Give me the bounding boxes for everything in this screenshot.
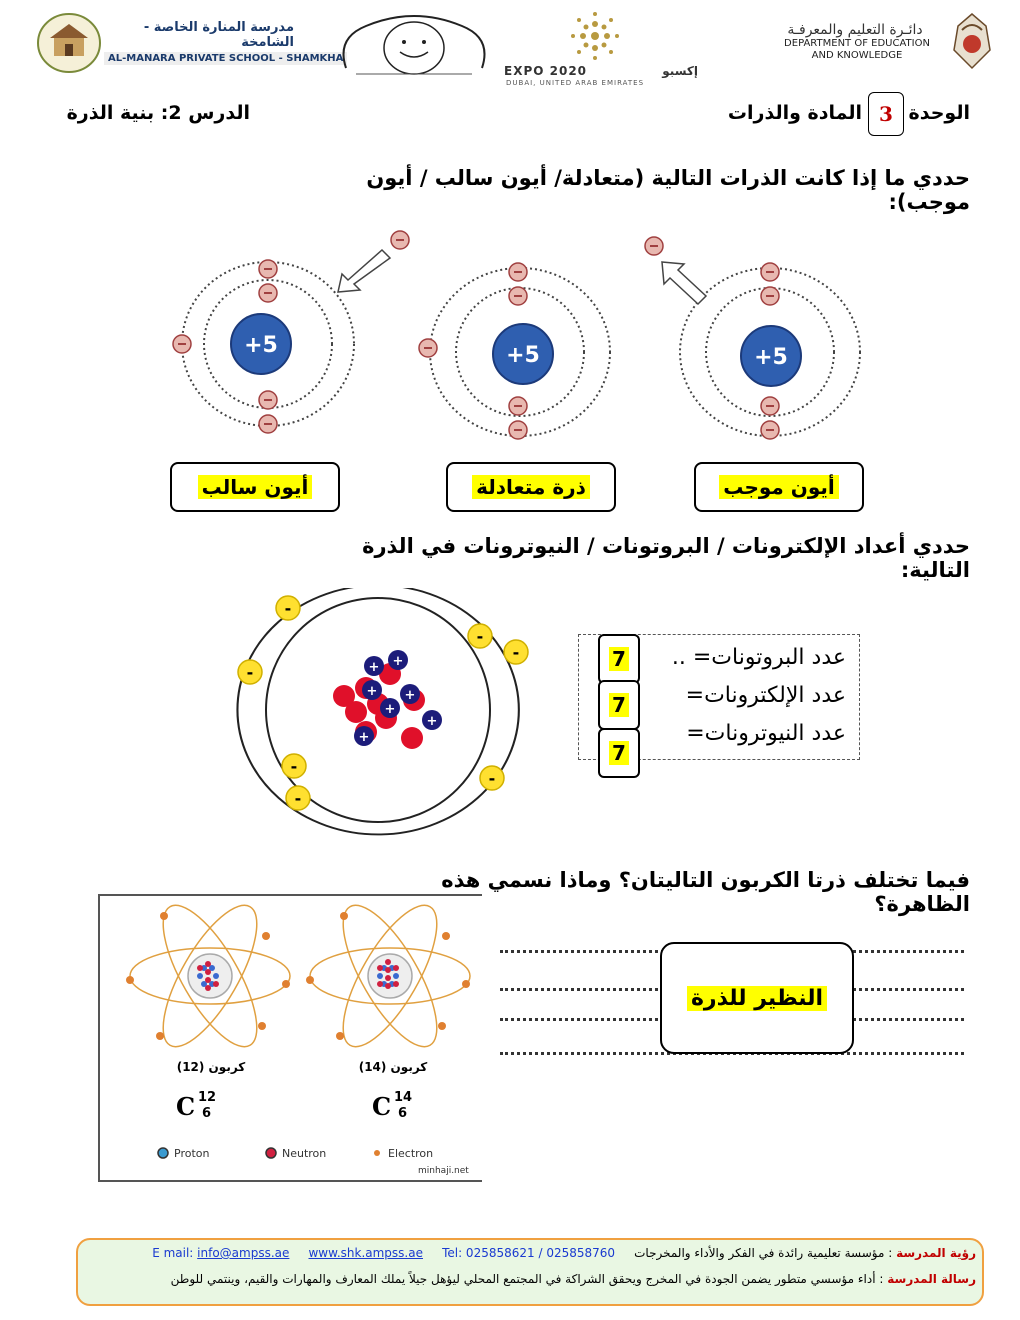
proton-sign-6: + (426, 714, 438, 729)
atom-negative-ion (173, 231, 409, 433)
expo-logo (520, 8, 670, 64)
q1-atoms-figure (150, 222, 880, 452)
school-logo (36, 12, 102, 74)
q2-nucleus (333, 650, 442, 749)
footer-tel: Tel: 025858621 / 025858760 (442, 1246, 616, 1260)
school-name-en: AL-MANARA PRIVATE SCHOOL - SHAMKHA (104, 52, 347, 65)
electron-sign-4: - (246, 663, 254, 682)
protons-answer-box[interactable] (598, 634, 640, 684)
mission-text: : أداء مؤسسي متطور يضمن الجودة في المخرج ويحقق الشراكة في المجتمع المحلي ليؤهل جيلاً يملك المعارف والمهارات والقيم، وينتمي للوطن (170, 1272, 884, 1286)
answer-negative-ion: أيون سالب (198, 475, 313, 499)
legend-proton-label: Proton (174, 1146, 210, 1160)
carbon-12-atom (130, 896, 290, 1059)
unit-title: المادة والذرات (727, 102, 862, 124)
unit-number-box: 3 (868, 92, 904, 136)
answer-box-neutral[interactable] (446, 462, 616, 512)
expo-title-en: EXPO 2020 (504, 64, 588, 78)
neutrons-label: عدد النيوترونات= (686, 721, 846, 746)
email-label: E mail: (152, 1246, 194, 1260)
website-link[interactable]: www.shk.ampss.ae (308, 1246, 423, 1260)
unit-label: الوحدة (908, 102, 970, 124)
protons-label: عدد البروتونات= .. (671, 645, 846, 670)
email-link[interactable]: info@ampss.ae (197, 1246, 290, 1260)
carbon-14-label: كربون (14) (358, 1060, 428, 1074)
expo-title-ar: إكسبو (662, 64, 698, 78)
carbon-isotopes-figure (98, 894, 482, 1182)
electron-sign-3: - (512, 643, 520, 662)
vision-label: رؤية المدرسة (896, 1246, 976, 1260)
atom-positive-ion (645, 237, 860, 439)
electron-sign-5: - (290, 757, 298, 776)
carbon-12-atomic-number: 6 (202, 1106, 212, 1121)
answer-box-positive-ion[interactable] (694, 462, 864, 512)
electron-sign-7: - (488, 769, 496, 788)
mission-label: رسالة المدرسة (887, 1272, 976, 1286)
school-name-ar: مدرسة المنارة الخاصة - الشامخة (143, 20, 294, 50)
email-group (152, 1246, 289, 1260)
nucleus-charge-1: +5 (244, 333, 278, 358)
proton-sign-7: + (358, 730, 370, 745)
answer-box-negative-ion[interactable] (170, 462, 340, 512)
proton-sign-2: + (392, 654, 404, 669)
q2-title: حددي أعداد الإلكترونات / البروتونات / النيوترونات في الذرة التالية: (362, 534, 970, 582)
protons-answer: 7 (609, 647, 629, 671)
leader-portrait (326, 8, 502, 86)
electrons-answer-box[interactable] (598, 680, 640, 730)
carbon-12-symbol (176, 1092, 236, 1128)
footer-mission-line (90, 1272, 976, 1286)
carbon-12-letter: C (176, 1092, 196, 1121)
answer-positive-ion: أيون موجب (719, 475, 838, 499)
carbon-12-label: كربون (12) (176, 1060, 246, 1074)
atom-neutral (419, 263, 610, 439)
electron-sign-6: - (294, 789, 302, 808)
legend-neutron-label: Neutron (282, 1146, 327, 1160)
proton-sign-4: + (404, 688, 416, 703)
nucleus-charge-2: +5 (506, 343, 540, 368)
emblem-icon (948, 10, 996, 74)
nucleus-charge-3: +5 (754, 345, 788, 370)
q2-atom-figure (228, 588, 538, 838)
electrons-label: عدد الإلكترونات= (685, 683, 846, 708)
legend-proton (156, 1146, 209, 1160)
dept-name-ar: دائـرة التعليم والمعرفـة (787, 22, 923, 38)
neutrons-answer: 7 (609, 741, 629, 765)
carbon-14-atomic-number: 6 (398, 1106, 408, 1121)
proton-sign-3: + (366, 684, 378, 699)
q1-title: حددي ما إذا كانت الذرات التالية (متعادلة/ أيون سالب / أيون موجب): (366, 166, 970, 214)
electron-sign-2: - (476, 627, 484, 646)
isotope-answer: النظير للذرة (687, 986, 827, 1011)
q3-title: فيما تختلف ذرتا الكربون التاليتان؟ وماذا نسمي هذه الظاهرة؟ (441, 868, 970, 916)
expo-title (504, 64, 698, 78)
neutrons-answer-box[interactable] (598, 728, 640, 778)
carbon-14-symbol (372, 1092, 432, 1128)
footer-vision-line (90, 1246, 976, 1260)
answer-neutral: ذرة متعادلة (472, 475, 590, 499)
vision-text: : مؤسسة تعليمية رائدة في الفكر والأداء والمخرجات (634, 1246, 893, 1260)
carbon-14-mass: 14 (394, 1090, 413, 1105)
carbon-14-letter: C (372, 1092, 392, 1121)
legend-electron-label: Electron (388, 1146, 434, 1160)
carbon-12-mass: 12 (198, 1090, 217, 1105)
electrons-answer: 7 (609, 693, 629, 717)
dept-name-en-line2: AND KNOWLEDGE (811, 50, 903, 61)
proton-sign-5: + (384, 702, 396, 717)
dept-name-en (772, 38, 942, 62)
figure-source: minhaji.net (418, 1166, 469, 1176)
isotope-answer-box[interactable] (660, 942, 854, 1054)
legend-neutron (264, 1146, 326, 1160)
proton-sign-1: + (368, 660, 380, 675)
electron-sign-1: - (284, 599, 292, 618)
expo-location: DUBAI, UNITED ARAB EMIRATES (506, 79, 645, 87)
dept-name-en-line1: DEPARTMENT OF EDUCATION (784, 38, 930, 49)
lesson-label: الدرس 2: بنية الذرة (66, 102, 250, 124)
legend-electron (370, 1146, 433, 1160)
